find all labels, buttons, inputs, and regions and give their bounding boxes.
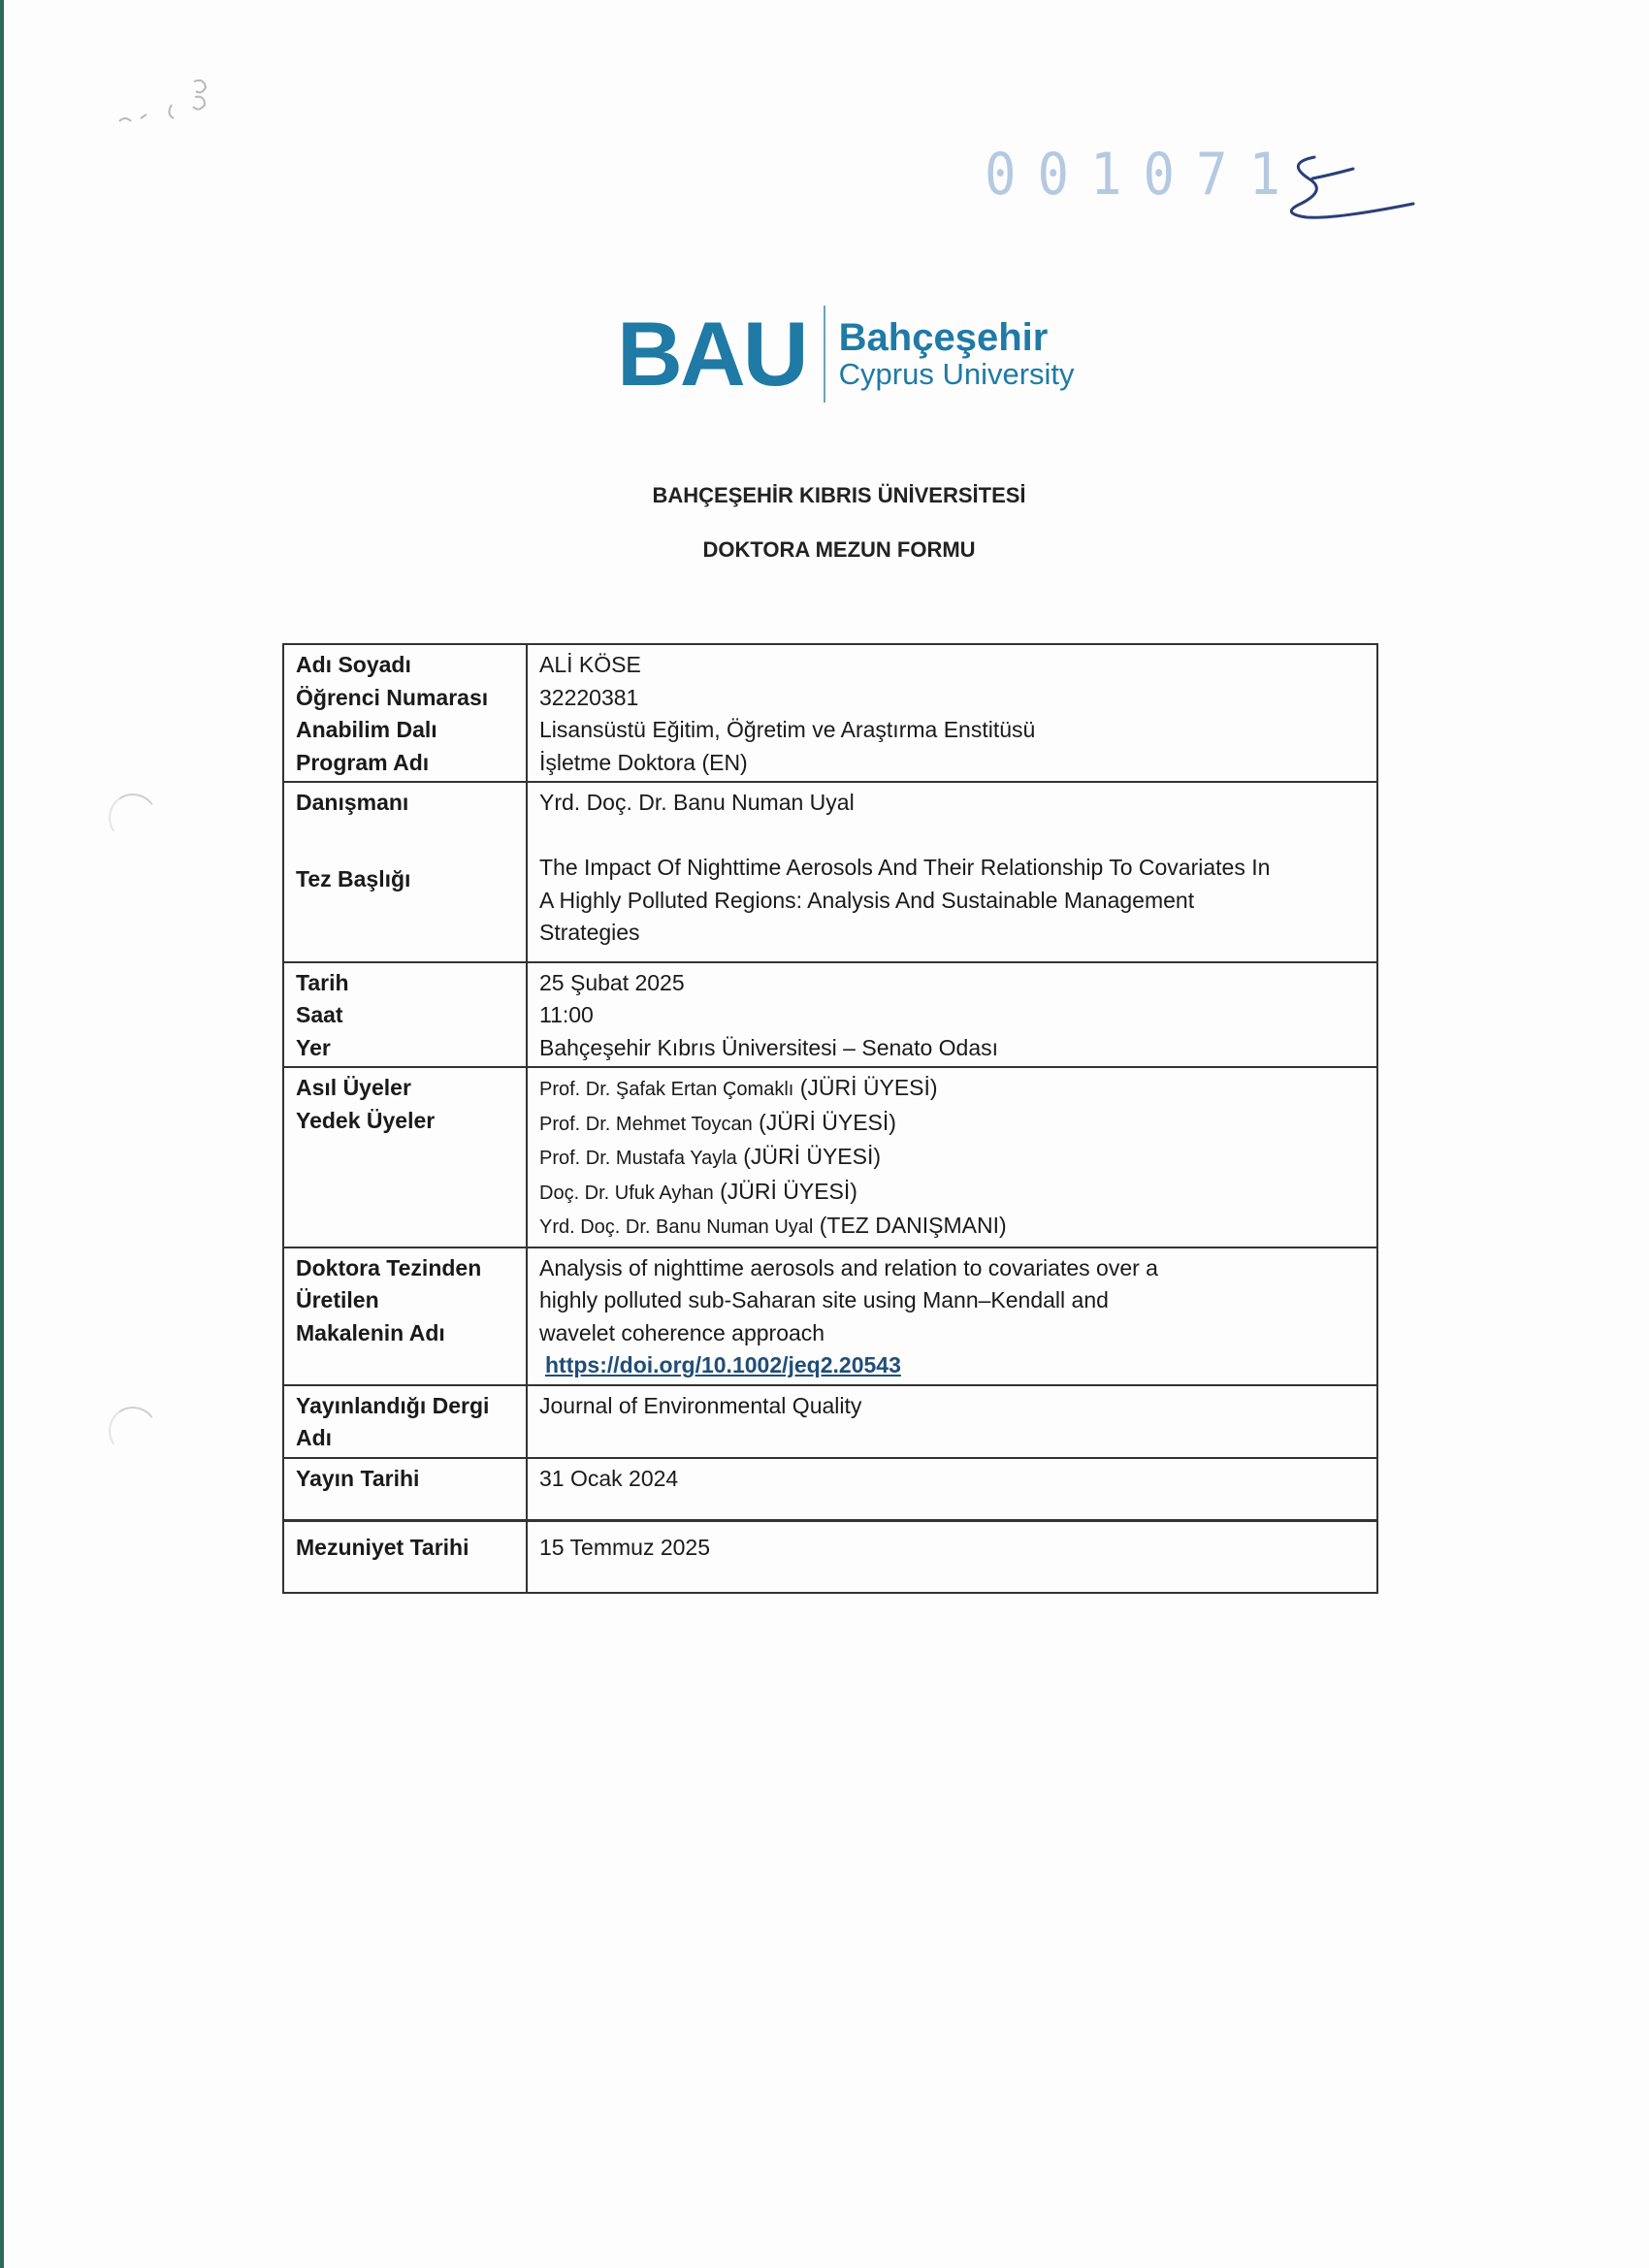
label-date: Tarih bbox=[296, 969, 349, 995]
label-main-members: Asıl Üyeler bbox=[296, 1075, 411, 1100]
label-article: Üretilen bbox=[296, 1287, 379, 1312]
label-student-number: Öğrenci Numarası bbox=[296, 684, 489, 710]
logo-subtitle: Cyprus University bbox=[838, 356, 1075, 391]
defense-labels-cell bbox=[283, 962, 527, 1068]
jury-values-cell bbox=[527, 1067, 1377, 1247]
advisor-name: Yrd. Doç. Dr. Banu Numan Uyal bbox=[539, 790, 855, 815]
article-title-line: wavelet coherence approach bbox=[539, 1319, 825, 1345]
label-substitute-members: Yedek Üyeler bbox=[296, 1107, 436, 1133]
label-advisor: Danışmanı bbox=[296, 790, 409, 815]
jury-labels-cell bbox=[283, 1067, 527, 1247]
label-article: Makalenin Adı bbox=[296, 1319, 445, 1345]
department-name: Lisansüstü Eğitim, Öğretim ve Araştırma Enstitüsü bbox=[539, 717, 1036, 742]
handwritten-initials bbox=[1276, 147, 1421, 225]
archive-stamp-number: 001071 bbox=[985, 140, 1303, 209]
journal-row bbox=[283, 1385, 1377, 1458]
label-department: Anabilim Dalı bbox=[296, 717, 437, 742]
graduation-date-value-cell bbox=[527, 1520, 1377, 1593]
label-name: Adı Soyadı bbox=[296, 652, 411, 677]
journal-label-cell bbox=[283, 1385, 527, 1458]
label-place: Yer bbox=[296, 1034, 331, 1060]
jury-member: Prof. Dr. Mustafa Yayla (JÜRİ ÜYESİ) bbox=[539, 1144, 882, 1169]
graduation-date-row bbox=[283, 1520, 1377, 1593]
graduation-date-label-cell bbox=[283, 1520, 527, 1593]
logo-divider bbox=[824, 306, 825, 403]
label-publication-date: Yayın Tarihi bbox=[296, 1465, 420, 1491]
thesis-row bbox=[283, 782, 1377, 962]
thesis-labels-cell bbox=[283, 782, 527, 962]
doi-link[interactable]: https://doi.org/10.1002/jeq2.20543 bbox=[545, 1352, 901, 1377]
jury-member: Yrd. Doç. Dr. Banu Numan Uyal (TEZ DANIŞMANI) bbox=[539, 1213, 1007, 1238]
punch-hole-top bbox=[105, 790, 161, 846]
student-name: ALİ KÖSE bbox=[539, 652, 641, 677]
defense-place: Bahçeşehir Kıbrıs Üniversitesi – Senato Odası bbox=[539, 1034, 999, 1060]
university-logo bbox=[617, 301, 1075, 407]
scan-edge-mark bbox=[0, 0, 4, 2268]
logo-mark: BAU bbox=[617, 303, 806, 405]
logo-name: Bahçeşehir bbox=[838, 315, 1049, 359]
student-number: 32220381 bbox=[539, 684, 639, 710]
student-values-cell bbox=[527, 644, 1377, 782]
thesis-title-line: A Highly Polluted Regions: Analysis And Sustainable Management bbox=[539, 887, 1195, 913]
defense-row bbox=[283, 962, 1377, 1068]
punch-hole-bottom bbox=[105, 1403, 161, 1459]
publication-date-row bbox=[283, 1458, 1377, 1521]
jury-member: Prof. Dr. Mehmet Toycan (JÜRİ ÜYESİ) bbox=[539, 1109, 896, 1135]
publication-date-value-cell bbox=[527, 1458, 1377, 1521]
defense-date: 25 Şubat 2025 bbox=[539, 969, 685, 995]
label-journal: Adı bbox=[296, 1425, 333, 1450]
thesis-values-cell bbox=[527, 782, 1377, 962]
student-info-row bbox=[283, 644, 1377, 782]
form-title: DOKTORA MEZUN FORMU bbox=[702, 537, 976, 562]
jury-member: Prof. Dr. Şafak Ertan Çomaklı (JÜRİ ÜYESİ) bbox=[539, 1075, 938, 1100]
article-row bbox=[283, 1247, 1377, 1385]
label-thesis-title: Tez Başlığı bbox=[296, 866, 411, 891]
thesis-title-line: Strategies bbox=[539, 920, 640, 945]
graduation-date: 15 Temmuz 2025 bbox=[539, 1534, 711, 1560]
label-journal: Yayınlandığı Dergi bbox=[296, 1392, 490, 1418]
logo-text bbox=[839, 317, 1075, 391]
article-title-line: highly polluted sub-Saharan site using Mann–Kendall and bbox=[539, 1287, 1109, 1312]
label-time: Saat bbox=[296, 1002, 343, 1027]
article-values-cell bbox=[527, 1247, 1377, 1385]
thesis-title-line: The Impact Of Nighttime Aerosols And Their Relationship To Covariates In bbox=[539, 855, 1271, 880]
publication-date: 31 Ocak 2024 bbox=[539, 1465, 679, 1491]
journal-name: Journal of Environmental Quality bbox=[539, 1392, 862, 1418]
label-program: Program Adı bbox=[296, 749, 430, 775]
student-labels-cell bbox=[283, 644, 527, 782]
jury-row bbox=[283, 1067, 1377, 1247]
university-heading: BAHÇEŞEHİR KIBRIS ÜNİVERSİTESİ bbox=[652, 483, 1026, 507]
graduation-form-table bbox=[282, 643, 1378, 1594]
article-labels-cell bbox=[283, 1247, 527, 1385]
label-graduation-date: Mezuniyet Tarihi bbox=[296, 1534, 469, 1560]
publication-date-label-cell bbox=[283, 1458, 527, 1521]
corner-pencil-scribble bbox=[112, 68, 228, 136]
defense-values-cell bbox=[527, 962, 1377, 1068]
label-article: Doktora Tezinden bbox=[296, 1254, 482, 1280]
article-title-line: Analysis of nighttime aerosols and relation to covariates over a bbox=[539, 1254, 1158, 1280]
jury-member: Doç. Dr. Ufuk Ayhan (JÜRİ ÜYESİ) bbox=[539, 1178, 857, 1204]
defense-time: 11:00 bbox=[539, 1002, 594, 1027]
program-name: İşletme Doktora (EN) bbox=[539, 749, 748, 775]
journal-value-cell bbox=[527, 1385, 1377, 1458]
